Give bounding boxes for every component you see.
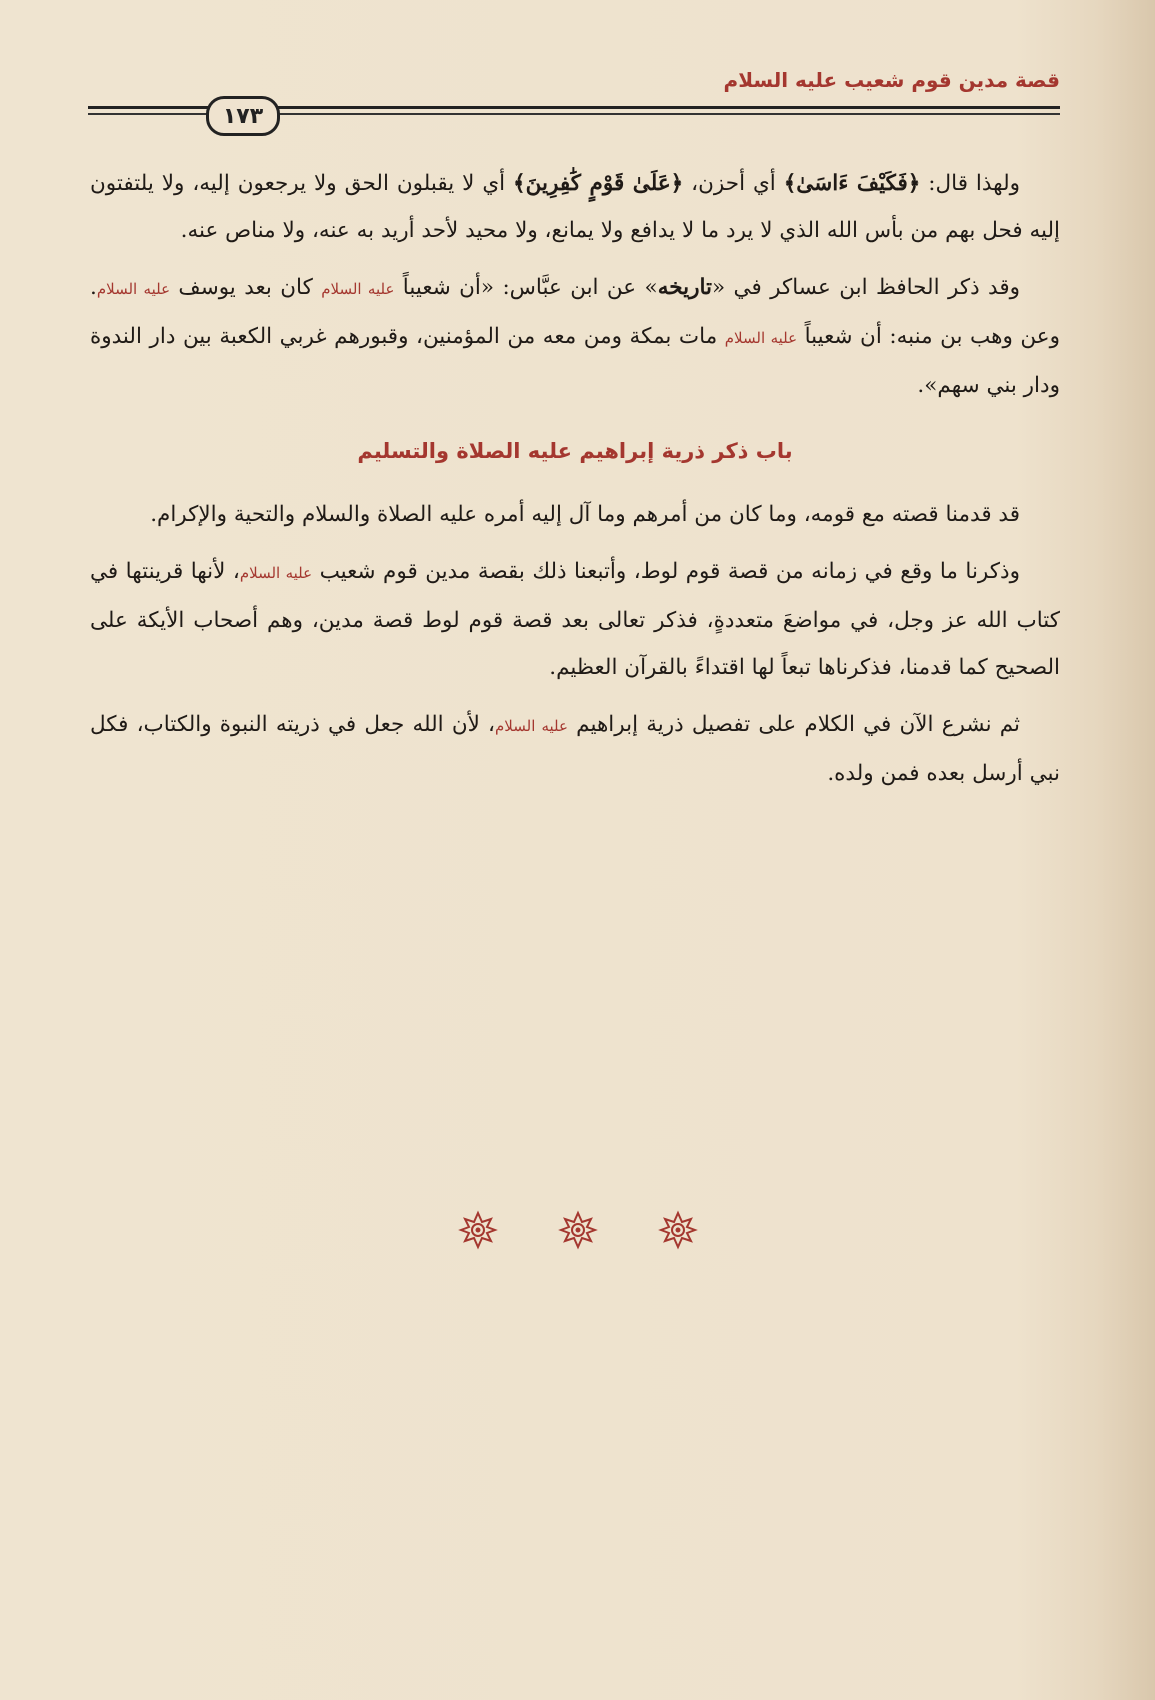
honorific: عليه السلام [96, 280, 171, 298]
rosette-ornament-icon [658, 1210, 698, 1250]
honorific: عليه السلام [321, 280, 395, 298]
rosette-ornament-icon [558, 1210, 598, 1250]
text-segment: . وعن وهب بن منبه: أن شعيباً [90, 275, 1060, 349]
ornament-row [0, 1210, 1155, 1250]
rosette-ornament-icon [458, 1210, 498, 1250]
text-segment: أي لا يقبلون الحق ولا يرجعون إليه، ولا يلتفتون إليه فحل بهم من بأس الله الذي لا يرد ما لا يدافع ولا يمانع، ولا محيد لأحد أريد به عنه، ولا مناص عنه. [90, 171, 1060, 243]
text-segment: مات بمكة ومن معه من المؤمنين، وقبورهم غربي الكعبة بين دار الندوة ودار بني سهم». [90, 324, 1060, 398]
text-segment: ، لأنها قرينتها في كتاب الله عز وجل، في مواضعَ متعددةٍ، فذكر تعالى بعد قصة قوم لوط قصة مدين، وهم أصحاب الأيكة على الصحيح كما قدمنا، فذكرناها تبعاً لها اقتداءً بالقرآن العظيم. [90, 559, 1060, 680]
text-segment: ثم نشرع الآن في الكلام على تفصيل ذرية إبراهيم [567, 712, 1021, 737]
page-number: ١٧٣ [206, 96, 280, 136]
quran-quote: ﴿عَلَىٰ قَوْمٍ كَٰفِرِينَ﴾ [513, 171, 684, 196]
paragraph-1 [90, 160, 1060, 254]
text-segment: ، لأن الله جعل في ذريته النبوة والكتاب، فكل نبي أرسل بعده فمن ولده. [90, 712, 1060, 786]
section-heading: باب ذكر ذرية إبراهيم عليه الصلاة والتسليم [357, 439, 793, 463]
honorific: عليه السلام [495, 717, 568, 735]
main-text [90, 160, 1060, 807]
paragraph-2 [90, 264, 1060, 409]
running-title: قصة مدين قوم شعيب عليه السلام [723, 68, 1060, 92]
text-segment: وذكرنا ما وقع في زمانه من قصة قوم لوط، وأتبعنا ذلك بقصة مدين قوم شعيب [312, 559, 1020, 584]
paragraph-3: قد قدمنا قصته مع قومه، وما كان من أمرهم وما آل إليه أمره عليه الصلاة والسلام والتحية والإكرام. [150, 502, 1020, 527]
honorific: عليه السلام [239, 564, 313, 582]
honorific: عليه السلام [724, 329, 798, 347]
text-segment: أي أحزن، [683, 171, 784, 196]
book-title: تاريخه [657, 275, 712, 300]
text-segment: ولهذا قال: [920, 171, 1021, 196]
paragraph-5 [90, 701, 1060, 797]
quran-quote: ﴿فَكَيْفَ ءَاسَىٰ﴾ [783, 171, 921, 196]
text-segment: » عن ابن عبَّاس: «أن شعيباً [394, 275, 658, 300]
page-header [88, 68, 1060, 138]
text-segment: كان بعد يوسف [170, 275, 322, 300]
paragraph-4 [90, 548, 1060, 691]
text-segment: وقد ذكر الحافظ ابن عساكر في « [712, 275, 1021, 300]
